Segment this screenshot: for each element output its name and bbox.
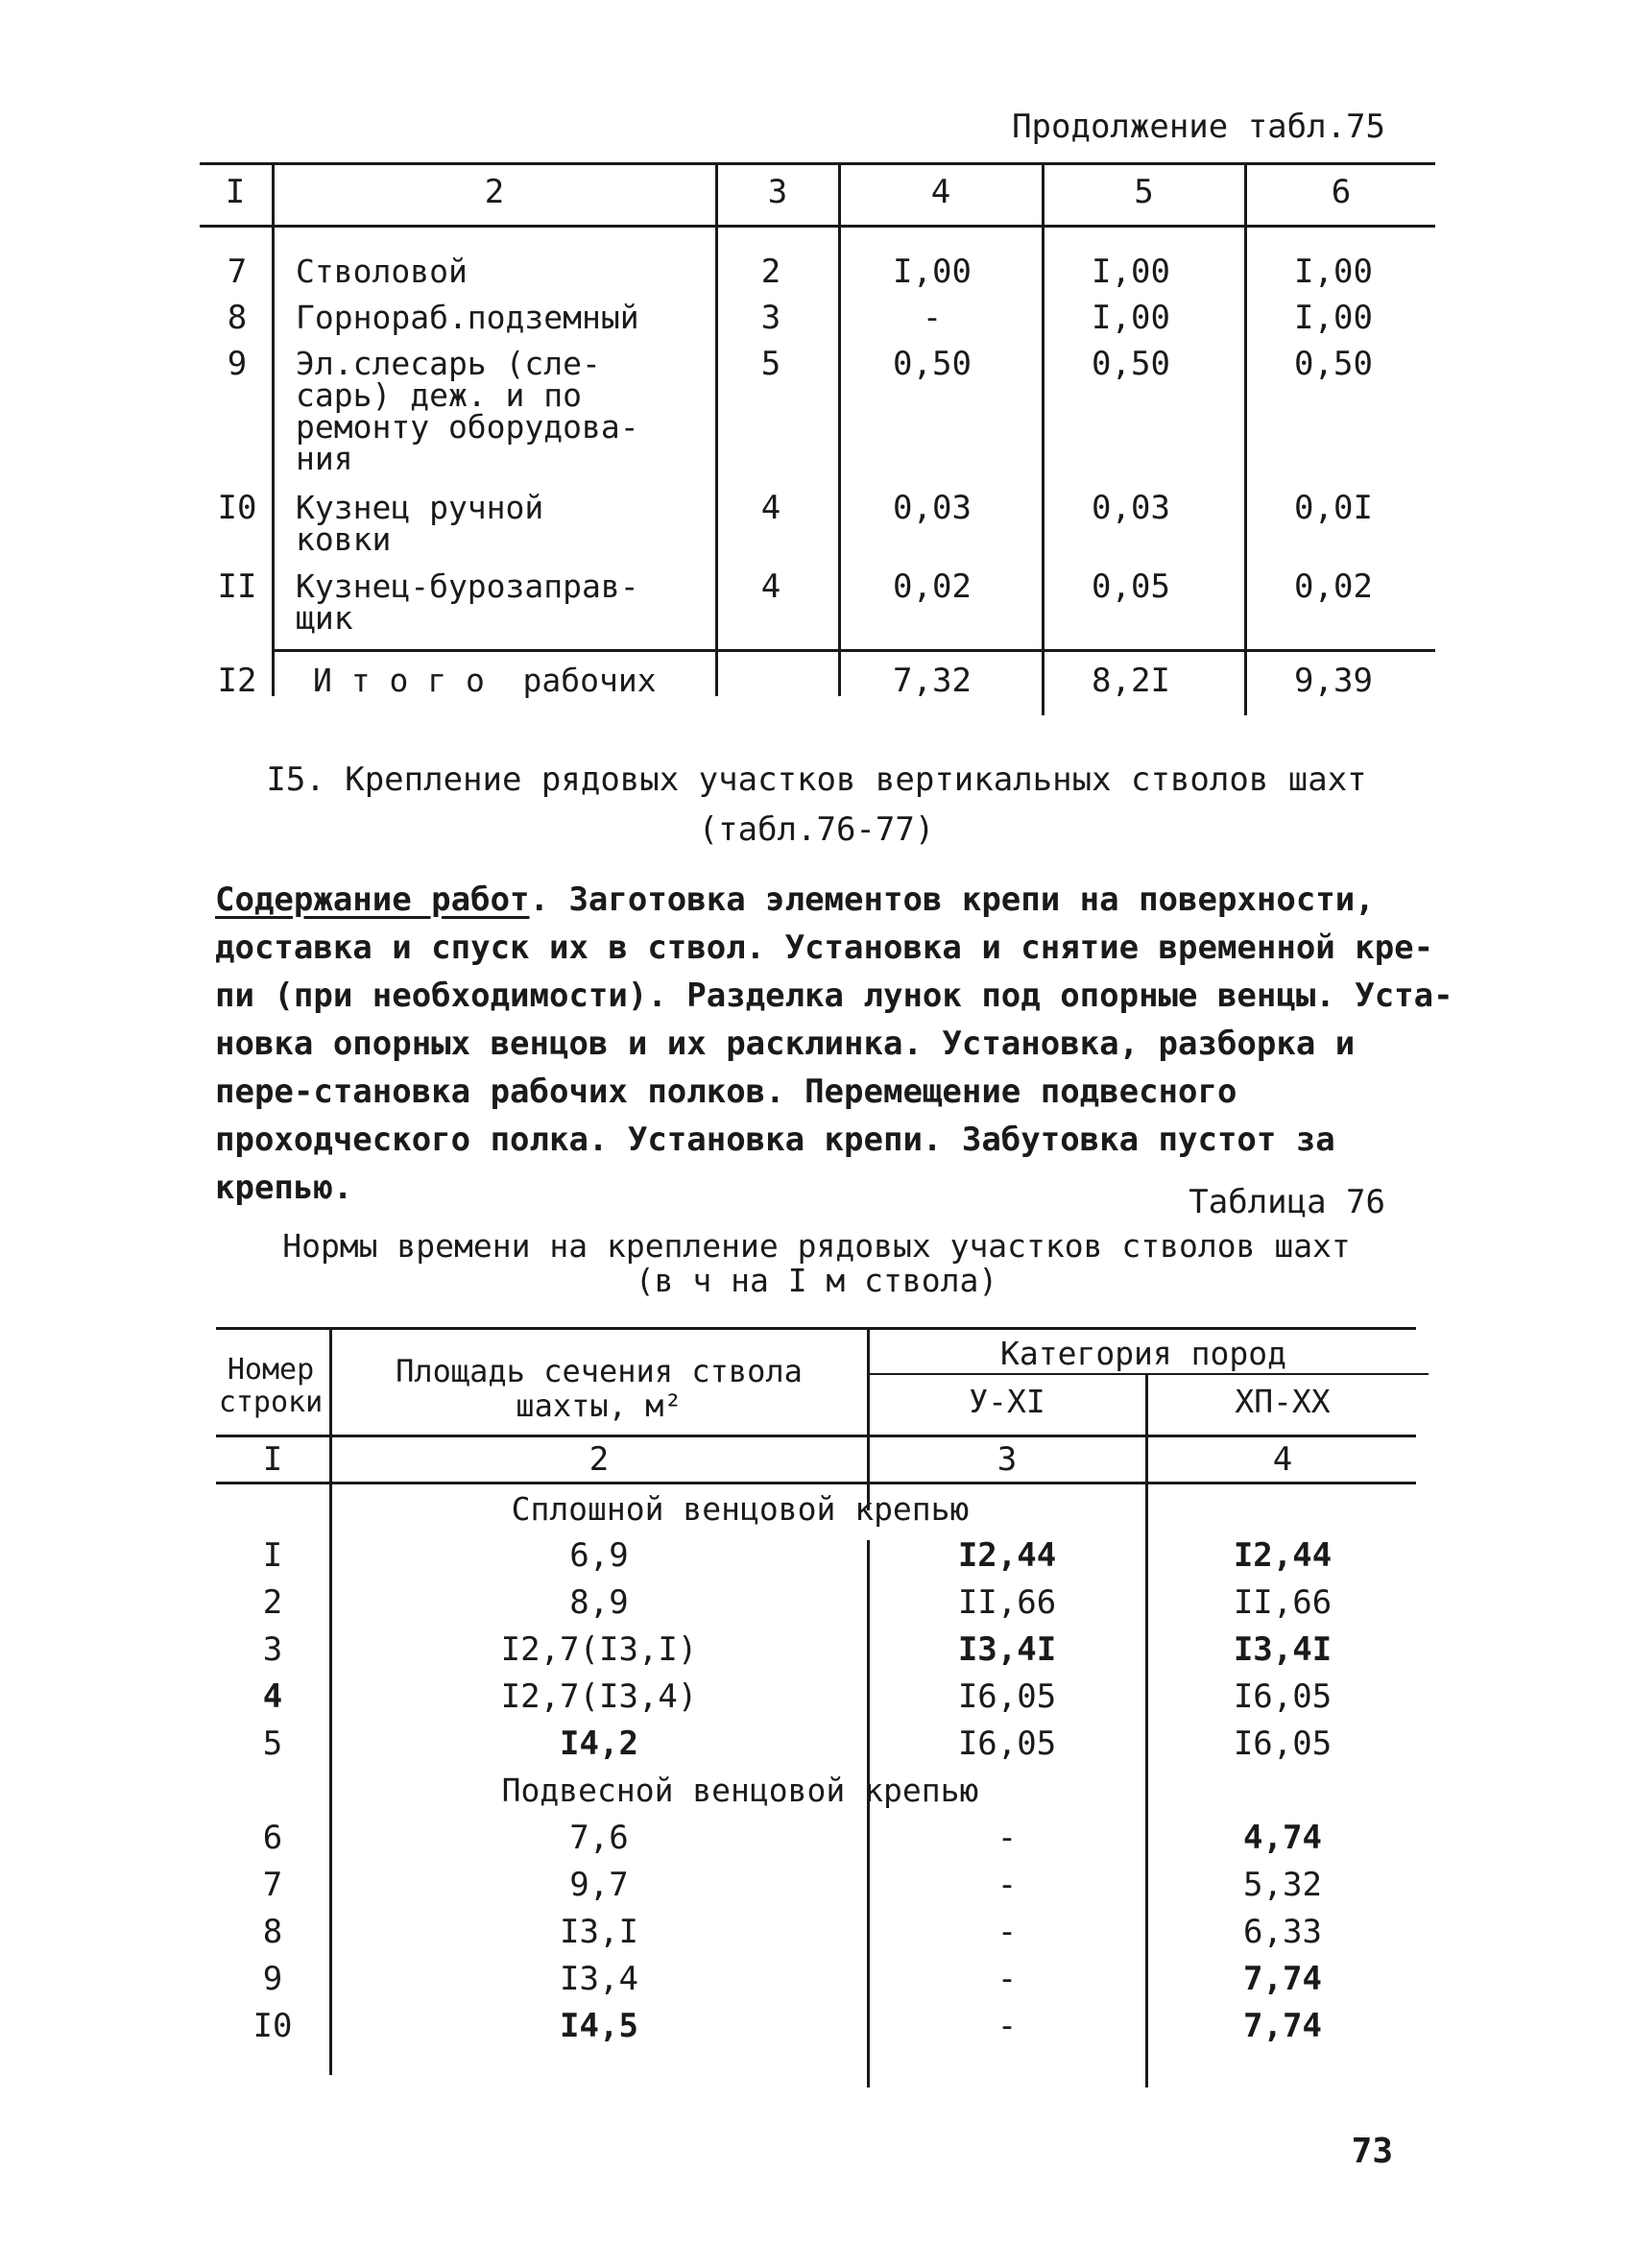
cat2-value: II,66 bbox=[1233, 1583, 1333, 1622]
table75-caption: Продолжение табл.75 bbox=[1012, 108, 1385, 146]
area-value: 8,9 bbox=[569, 1583, 629, 1622]
cat2-value: I2,44 bbox=[1233, 1536, 1333, 1575]
area-value: I4,5 bbox=[560, 2007, 638, 2045]
col3-value: 4 bbox=[760, 489, 781, 527]
col5-value: 8,2I bbox=[1092, 662, 1170, 700]
row-number: 5 bbox=[262, 1725, 283, 1763]
cat1-value: - bbox=[997, 1866, 1018, 1904]
cat2-value: I6,05 bbox=[1233, 1677, 1333, 1716]
row-number: 9 bbox=[227, 345, 248, 383]
col4-value: 0,50 bbox=[893, 345, 972, 383]
cat2-value: 6,33 bbox=[1243, 1913, 1322, 1951]
t76-header-row-number: Номер строки bbox=[218, 1353, 324, 1419]
col4-value: 0,03 bbox=[893, 489, 972, 527]
row-number: II bbox=[217, 567, 257, 606]
col3-value: 5 bbox=[760, 345, 781, 383]
area-value: I2,7(I3,I) bbox=[500, 1630, 698, 1669]
cat1-value: - bbox=[997, 1819, 1018, 1857]
page-number: 73 bbox=[1351, 2132, 1393, 2171]
t75-header-col6: 6 bbox=[1331, 173, 1352, 211]
col5-value: 0,05 bbox=[1092, 567, 1170, 606]
profession-name: Кузнец ручной ковки bbox=[296, 489, 544, 558]
t75-header-col3: 3 bbox=[767, 173, 788, 211]
col6-value: I,00 bbox=[1294, 299, 1373, 337]
col4-value: - bbox=[922, 299, 943, 337]
col6-value: 0,0I bbox=[1294, 489, 1373, 527]
profession-name: Эл.слесарь (сле- сарь) деж. и по ремонту оборудова- ния bbox=[296, 345, 639, 477]
col5-value: I,00 bbox=[1092, 253, 1170, 291]
col3-value: 4 bbox=[760, 567, 781, 606]
cat2-value: 7,74 bbox=[1243, 1960, 1322, 1998]
col3-value: 3 bbox=[760, 299, 781, 337]
col6-value: I,00 bbox=[1294, 253, 1373, 291]
table76-title: Нормы времени на крепление рядовых участков стволов шахт (в ч на I м ствола) bbox=[282, 1227, 1351, 1299]
cat1-value: I6,05 bbox=[957, 1725, 1057, 1763]
row-number: I bbox=[262, 1536, 283, 1575]
row-number: 8 bbox=[227, 299, 248, 337]
row-number: 9 bbox=[262, 1960, 283, 1998]
col4-value: 0,02 bbox=[893, 567, 972, 606]
area-value: I4,2 bbox=[560, 1725, 638, 1763]
work-content-lead: Содержание работ bbox=[215, 881, 530, 919]
t76-header-area: Площадь сечения ствола шахты, м² bbox=[396, 1353, 803, 1424]
col5-value: 0,50 bbox=[1092, 345, 1170, 383]
table76-label: Таблица 76 bbox=[1189, 1183, 1385, 1221]
total-label: И т о г о рабочих bbox=[313, 662, 657, 699]
t75-header-col5: 5 bbox=[1134, 173, 1154, 211]
t75-header-col4: 4 bbox=[930, 173, 951, 211]
t76-col-number-3: 3 bbox=[997, 1440, 1018, 1479]
t76-col-number-1: I bbox=[262, 1440, 283, 1479]
t76-col-number-4: 4 bbox=[1272, 1440, 1293, 1479]
work-content-body: . Заготовка элементов крепи на поверхности, доставка и спуск их в ствол. Установка и снятие временной кре-пи (при необходимости). Разделка лунок под опорные венцы. Уста-новка опорных венцов и их расклинка. Установка, разборка и пере-становка рабочих полков. Перемещение подвесного проходческого полка. Установка крепи. Забутовка пустот за крепью. bbox=[215, 881, 1453, 1207]
area-value: I2,7(I3,4) bbox=[500, 1677, 698, 1716]
area-value: 9,7 bbox=[569, 1866, 629, 1904]
cat1-value: I6,05 bbox=[957, 1677, 1057, 1716]
col6-value: 0,02 bbox=[1294, 567, 1373, 606]
col4-value: 7,32 bbox=[893, 662, 972, 700]
area-value: 7,6 bbox=[569, 1819, 629, 1857]
cat2-value: 4,74 bbox=[1243, 1819, 1322, 1857]
profession-name: Кузнец-бурозаправ- щик bbox=[296, 567, 639, 637]
cat1-value: II,66 bbox=[957, 1583, 1057, 1622]
area-value: I3,4 bbox=[560, 1960, 638, 1998]
cat1-value: I2,44 bbox=[957, 1536, 1057, 1575]
cat2-value: I3,4I bbox=[1233, 1630, 1333, 1669]
cat2-value: I6,05 bbox=[1233, 1725, 1333, 1763]
col6-value: 0,50 bbox=[1294, 345, 1373, 383]
section-title: I5. Крепление рядовых участков вертикальных стволов шахт (табл.76-77) bbox=[266, 760, 1367, 849]
row-number: 7 bbox=[227, 253, 248, 291]
cat1-value: - bbox=[997, 1913, 1018, 1951]
area-value: 6,9 bbox=[569, 1536, 629, 1575]
work-content-paragraph bbox=[215, 876, 1463, 1212]
cat1-value: - bbox=[997, 2007, 1018, 2045]
row-number: 3 bbox=[262, 1630, 283, 1669]
group-heading-suspended: Подвесной венцовой крепью bbox=[501, 1772, 979, 1809]
row-number: I0 bbox=[217, 489, 257, 527]
row-number: 7 bbox=[262, 1866, 283, 1904]
cat1-value: I3,4I bbox=[957, 1630, 1057, 1669]
area-value: I3,I bbox=[560, 1913, 638, 1951]
col5-value: I,00 bbox=[1092, 299, 1170, 337]
col3-value: 2 bbox=[760, 253, 781, 291]
cat2-value: 5,32 bbox=[1243, 1866, 1322, 1904]
col4-value: I,00 bbox=[893, 253, 972, 291]
t76-header-category: Категория пород bbox=[999, 1335, 1286, 1372]
col5-value: 0,03 bbox=[1092, 489, 1170, 527]
cat1-value: - bbox=[997, 1960, 1018, 1998]
cat2-value: 7,74 bbox=[1243, 2007, 1322, 2045]
row-number: 8 bbox=[262, 1913, 283, 1951]
group-heading-solid: Сплошной венцовой крепью bbox=[511, 1490, 970, 1528]
t76-header-cat1: У-XI bbox=[969, 1383, 1045, 1420]
profession-name: Горнораб.подземный bbox=[296, 299, 639, 336]
t75-header-col1: I bbox=[225, 173, 246, 211]
t76-header-cat2: ХП-ХХ bbox=[1235, 1383, 1331, 1420]
row-number: 6 bbox=[262, 1819, 283, 1857]
t75-header-col2: 2 bbox=[484, 173, 505, 211]
row-number: 2 bbox=[262, 1583, 283, 1622]
row-number: I0 bbox=[252, 2007, 293, 2045]
row-number: I2 bbox=[217, 662, 257, 700]
profession-name: Стволовой bbox=[296, 253, 468, 290]
t76-col-number-2: 2 bbox=[588, 1440, 610, 1479]
col6-value: 9,39 bbox=[1294, 662, 1373, 700]
row-number: 4 bbox=[262, 1677, 283, 1716]
